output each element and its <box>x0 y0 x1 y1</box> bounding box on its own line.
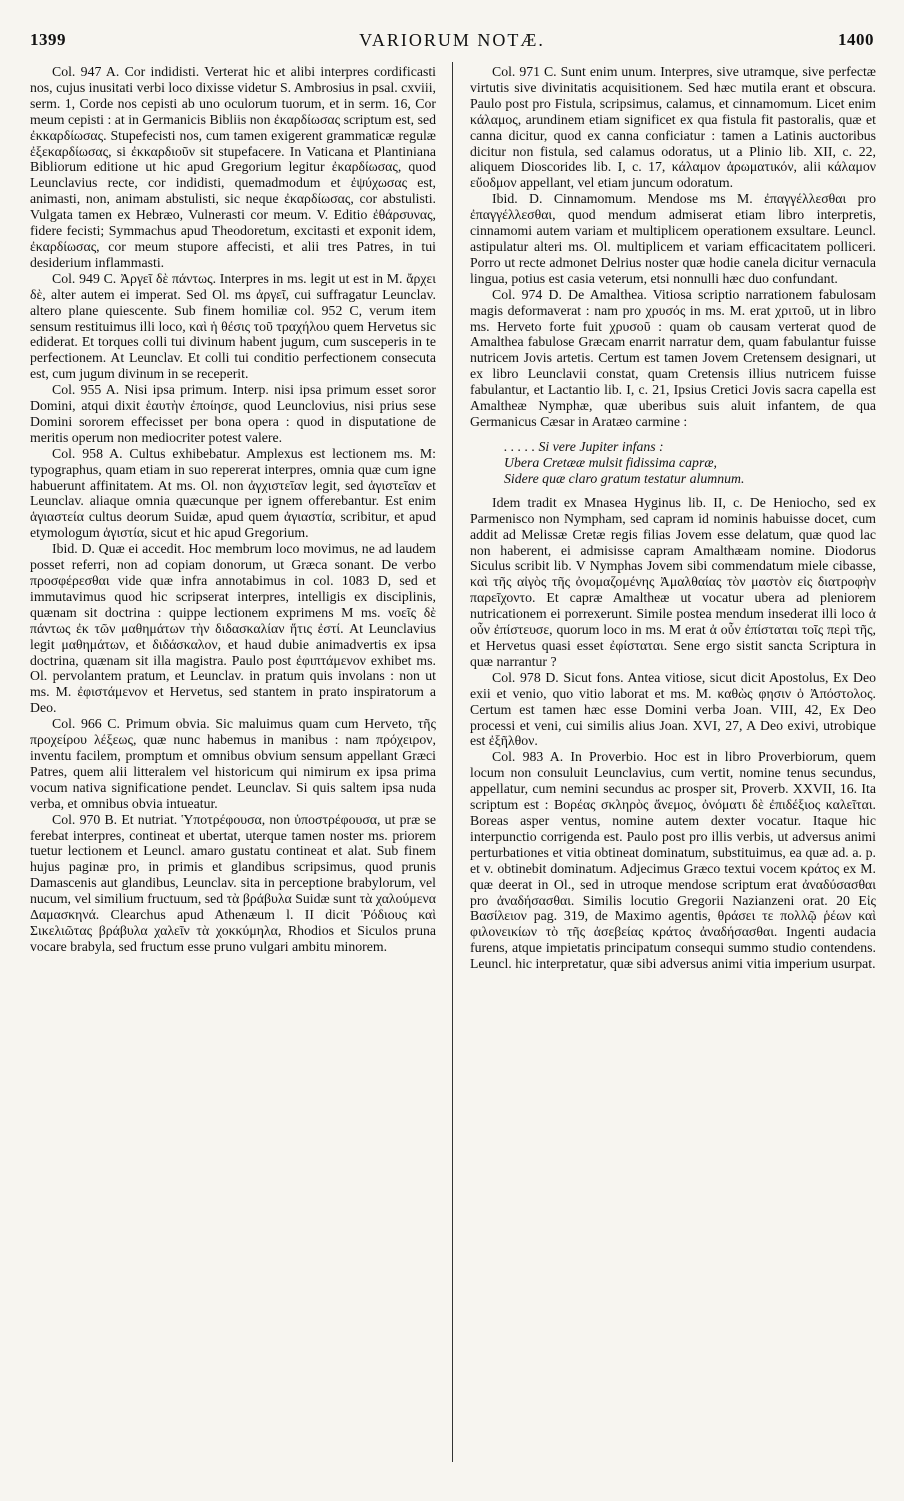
right-column <box>470 64 876 972</box>
page-header <box>30 30 874 56</box>
left-column <box>30 64 436 955</box>
column-divider <box>452 62 453 1462</box>
note-paragraph: Col. 966 C. Primum obvia. Sic maluimus quam cum Herveto, τῆς προχείρου λέξεως, quæ nunc habemus in manibus : nam πρόχειρον, inventu facilem, promptum et omnibus obvium sensum appellant Græci Patres, quem alii litteralem vel historicum qui nimirum ex ipsa prima vocum nativa significatione pendet. Leunclav. Si quis saltem ipsa nuda verba, et omnibus obvia intueatur. <box>30 716 436 811</box>
note-paragraph: Idem tradit ex Mnasea Hyginus lib. II, c. De Heniocho, sed ex Parmenisco non Nympham, sed capram id nominis habuisse docet, cum addit ad Melissæ Cretæ regis filias Jovem esse delatum, quæ quod lac non haberent, ei admisisse capram Amalthæam nomine. Diodorus Siculus scribit lib. V Nymphas Jovem sibi commendatum miele cibasse, καὶ τῆς αἰγὸς τῆς ὀνομαζομένης Ἀμαλθαίας τὸν μαστὸν εἰς διατροφὴν παρεῖχοντο. Et capræ Amaltheæ ut vocatur ubera ad pleniorem nutricationem ei porrexerunt. Simile postea mendum insederat illi loco ἀ οὖν ἐπίστευσε, quorum loco in ms. M erat ἀ οὖν ἐπίσταται τοῖς περὶ τῆς, et Hervetus quasi esset ἐφίσταται. Sene ergo sistit sancta Scriptura in quæ narrantur ? <box>470 494 876 669</box>
left-page-number: 1399 <box>30 30 66 49</box>
right-page-number: 1400 <box>838 30 874 49</box>
verse-quotation <box>470 439 876 487</box>
verse-line: Sidere quæ claro gratum testatur alumnum. <box>504 470 745 486</box>
note-paragraph: Ibid. D. Quæ ei accedit. Hoc membrum loco movimus, ne ad laudem posset referri, non ad copiam donorum, ut Græca sonant. De verbo προσφέρεσθαι vide quæ infra annotabimus in col. 1083 D, sed et immutavimus quod hic scripserat interpres, intelligis ex disciplinis, quænam sit doctrina : quippe lectionem exprimens M ms. νοεῖς δὲ πάντως ἐκ τῶν μαθημάτων τὴν διδασκαλίαν ἥτις ἐστί. At Leunclavius legit μαθημάτων, et διδάσκαλον, et haud dubie animadvertis ex ipsa doctrina, quænam sit illa magistra. Paulo post ἐφιπτάμενον exhibet ms. Ol. pervolantem pratum, et Leunclav. in pratum quis involans : non ut ms. M. ἐφιστάμενον et Hervetus, sed stantem in prato inspiratorum a Deo. <box>30 541 436 716</box>
verse-line: . . . . . Si vere Jupiter infans : <box>504 438 664 454</box>
running-title: VARIORUM NOTÆ. <box>359 30 545 50</box>
note-paragraph: Col. 955 A. Nisi ipsa primum. Interp. nisi ipsa primum esset soror Domini, atqui dixit ἑαυτὴν ἐποίησε, quod Leunclovius, nisi prius sese Domini sororem effecisset per bona opera : quod in disputatione de meritis operum non mediocriter potest valere. <box>30 382 436 445</box>
note-paragraph: Col. 983 A. In Proverbio. Hoc est in libro Proverbiorum, quem locum non consuluit Leunclavius, cum vertit, nomine tenus secundus, appellatur, cum nemini secundus ac prosper sit, Proverb. XXVII, 16. Ita scriptum est : Βορέας σκληρὸς ἄνεμος, ὀνόματι δὲ ἐπιδέξιος καλεῖται. Boreas asper ventus, nomine autem dexter vocatur. Itaque hic interpunctio corrigenda est. Paulo post pro illis verbis, ut adversus animi perturbationes et vitia obtineat dominatum, substituimus, ea quæ ad. a. p. et v. obtinebit dominatum. Adjecimus Græco textui vocem κράτος ex M. quæ deerat in Ol., sed in utroque mendose scriptum erat ἀναδύσασθαι pro ἀναδήσασθαι. Similis locutio Gregorii Nazianzeni orat. 20 Εἰς Βασίλειον pag. 319, de Maximo agentis, θράσει τε πολλῷ ῥέων καὶ φιλονεικίων τὸ τῆς ἀσεβείας κράτος ἀναδήσασθαι. Ingenti audacia furens, atque impietatis principatum consequi summo studio contendens. Leuncl. hic interpretatur, quæ sibi adversus animi vitia imperium usurpat. <box>470 749 876 972</box>
note-paragraph: Col. 949 C. Ἀργεῖ δὲ πάντως. Interpres in ms. legit ut est in M. ἄρχει δὲ, alter autem ei imperat. Sed Ol. ms ἀργεῖ, cui suffragatur Leunclav. altero plane quiescente. Sub finem homiliæ col. 952 C, verum item sensum restituimus illi loco, καὶ ἡ θέσις τοῦ τραχήλου quem Hervetus sic ediderat. Et torques colli tui divinum habent jugum, cum susceperis in te perfectionem. At Leunclav. Et colli tui conditio perfectionem consecuta est, cum jugum divinum in se receperit. <box>30 270 436 382</box>
note-paragraph: Col. 971 C. Sunt enim unum. Interpres, sive utramque, sive perfectæ virtutis sive divinitatis acquisitionem. Sed hæc mutila erant et obscura. Paulo post pro Fistula, scripsimus, calamus, et cinnamomum. Licet enim κάλαμος, arundinem etiam significet ex qua fistula fit pastoralis, quæ et canna dicitur, quod ex canna conficiatur : tamen a Latinis auctoribus dicitur non fistula, sed calamus odoratus, ut a Plinio lib. XII, c. 22, aliquem Dioscorides lib. I, c. 17, κάλαμον ἀρωματικόν, alii κάλαμον εὔοδμον appellant, vel etiam juncum odoratum. <box>470 64 876 191</box>
note-paragraph: Ibid. D. Cinnamomum. Mendose ms M. ἐπαγγέλλεσθαι pro ἐπαγγέλλεσθαι, quod mendum admiserat etiam libro interpretis, cinnamomi autem variam et multiplicem operationem exsultare. Leuncl. astipulatur alteri ms. Ol. multiplicem et variam efficacitatem polliceri. Porro ut recte admonet Delrius noster quæ hodie canela dicitur vernacula lingua, potius est casia veterum, etsi nonnulli hæc duo confundant. <box>470 191 876 286</box>
note-paragraph: Col. 970 B. Et nutriat. Ὑποτρέφουσα, non ὑποστρέφουσα, ut præ se ferebat interpres, contineat et ubertat, uterque tamen noster ms. priorem tuetur lectionem et Leuncl. amaro gustatu contineat et alat. Sub finem hujus paginæ pro, in primis et glandibus scripsimus, quod prunis Damascenis aut glandibus, Leunclav. sita in perceptione brabylorum, vel nucum, vel similium fructuum, sed τὰ βράβυλα Suidæ sunt τὰ χαλούμενα Δαμασκηνά. Clearchus apud Athenæum l. II dicit Ῥόδιους καὶ Σικελιῶτας βράβυλα χαλεῖν τὰ χοκκύμηλα, Rhodios et Siculos pruna vocare brabyla, sed fructum esse pruno vulgari ambitu minorem. <box>30 811 436 954</box>
note-paragraph: Col. 958 A. Cultus exhibebatur. Amplexus est lectionem ms. M: typographus, quam etiam in suo repererat interpres, omnia quæ cum igne habuerunt affinitatem. At ms. Ol. non ἀγχιστεῖαν legit, sed ἁγιστεῖαν et Leunclav. aliaque omnia quæcunque per ignem offerebantur. Est enim ἁγιαστεία cultus deorum Suidæ, apud quem ἁγιαστία, scribitur, et apud etymologum ἁγιστία, sicut et hic apud Gregorium. <box>30 445 436 541</box>
note-paragraph: Col. 974 D. De Amalthea. Vitiosa scriptio narrationem fabulosam magis deformaverat : nam pro χρυσός in ms. M. erat χριτοῦ, ut in libro ms. Herveto forte fuit χρυσοῦ : quam ob causam verterat quod de Amalthea fabulose Græcam enarrit narratur dem, quam fabulantur fuisse nutricem Jovis artetis. Certum est tamen Jovem Cretensem designari, ut ex libro Leunclavii constat, quam Cretensis illius nutricem fuisse fabulantur, et Lactantio lib. I, c. 21, Ipsius Cretici Jovis sacra capella est Amaltheæ Nymphæ, quæ uberibus suis aluit infantem, de qua Germanicus Cæsar in Aratæo carmine : <box>470 286 876 429</box>
note-paragraph: Col. 978 D. Sicut fons. Antea vitiose, sicut dicit Apostolus, Ex Deo exii et venio, quo vitio laborat et ms. M. καθὼς φησιν ὁ Ἀπόστολος. Certum est tamen hæc esse Domini verba Joan. VIII, 42, Ex Deo processi et veni, cui similis alius Joan. XVI, 27, A Deo exivi, utrobique est ἐξῆλθον. <box>470 669 876 749</box>
note-paragraph: Col. 947 A. Cor indidisti. Verterat hic et alibi interpres cordificasti nos, cujus inusitati verbi loco dixisse videtur S. Ambrosius in psal. cxviii, serm. 1, Corde nos cepisti ab uno oculorum tuorum, et in serm. 16, Cor meum cepisti : at in Germanicis Bibliis non ἐκαρδίωσας scriptum est, sed ἐκκαρδίωσας. Stupefecisti nos, cum tamen exigerent grammaticæ regulæ ἐξεκαρδίωσας, si ἐκκαρδιοῦν sit stupefacere. In Vaticana et Plantiniana Bibliorum editione ut hic apud Gregorium legitur ἐκαρδίωσας, quod Leunclavius recte, cor indidisti, quemadmodum et ἐψύχωσας est, animasti, non, animam abstulisti, sic neque ἐκαρδίωσας, cor abstulisti. Vulgata tamen ex Hebræo, Vulnerasti cor meum. V. Editio ἐθάρσυνας, fidere fecisti; Symmachus apud Theodoretum, excitasti et exponit idem, ἐκαρδίωσας, cor meum stupore affecisti, et alii tres Patres, in tui desiderium inflammasti. <box>30 64 436 270</box>
verse-line: Ubera Cretææ mulsit fidissima capræ, <box>504 454 717 470</box>
